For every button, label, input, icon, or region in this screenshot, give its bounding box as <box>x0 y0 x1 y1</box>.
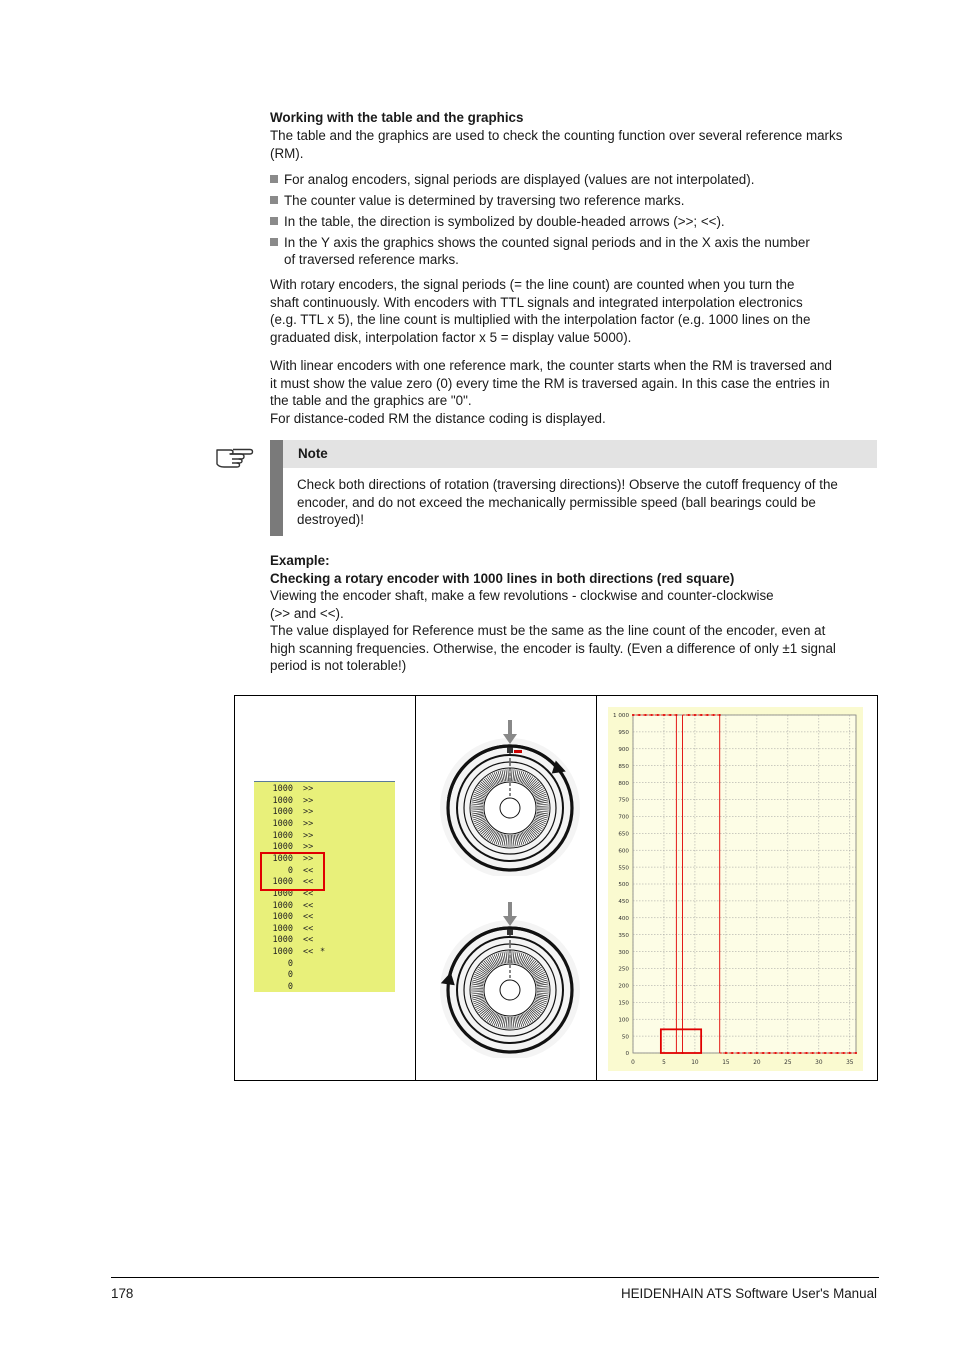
row-direction: << <box>303 923 314 934</box>
bullet-text: In the Y axis the graphics shows the counted signal periods and in the X axis the number <box>284 235 810 250</box>
table-row <box>254 947 395 959</box>
x-tick-label: 5 <box>662 1060 666 1066</box>
y-tick-label: 650 <box>618 831 629 838</box>
paragraph-line: For distance-coded RM the distance coding is displayed. <box>270 410 606 426</box>
data-point <box>762 1052 764 1054</box>
y-tick-label: 600 <box>618 848 629 855</box>
bullet-text: In the table, the direction is symbolized by double-headed arrows (>>; <<). <box>284 214 725 229</box>
y-tick-label: 250 <box>618 966 629 973</box>
x-tick-label: 15 <box>722 1060 730 1066</box>
bullet-item <box>270 214 880 231</box>
data-point <box>663 714 665 716</box>
row-value: 1000 <box>272 888 293 899</box>
x-tick-label: 35 <box>846 1060 854 1066</box>
x-tick-label: 20 <box>753 1060 761 1066</box>
figure-divider <box>596 696 597 1080</box>
table-row <box>254 796 395 808</box>
row-direction: << <box>303 912 314 923</box>
y-tick-label: 300 <box>618 949 629 956</box>
row-value: 1000 <box>272 923 293 934</box>
y-tick-label: 450 <box>618 899 629 906</box>
data-point <box>706 714 708 716</box>
paragraph-line: With rotary encoders, the signal periods (= the line count) are counted when you turn the <box>270 277 795 292</box>
data-point <box>793 1052 795 1054</box>
paragraph-line: it must show the value zero (0) every time the RM is traversed again. In this case the entries in <box>270 375 830 391</box>
table-row <box>254 819 395 831</box>
y-tick-label: 800 <box>618 780 629 787</box>
row-direction: << <box>303 865 314 876</box>
data-point <box>644 714 646 716</box>
row-value: 0 <box>287 958 293 969</box>
data-point <box>744 1052 746 1054</box>
figure-panel <box>234 695 878 1081</box>
x-tick-label: 10 <box>691 1060 699 1066</box>
row-direction: << <box>303 877 314 888</box>
example-line: Viewing the encoder shaft, make a few revolutions - clockwise and counter-clockwise <box>270 588 774 603</box>
highlight-red-square <box>260 852 325 891</box>
row-value: 0 <box>287 865 293 876</box>
table-row <box>254 924 395 936</box>
encoder-disk-counterclockwise <box>435 898 585 1058</box>
data-point <box>725 1052 727 1054</box>
data-point <box>675 714 677 716</box>
y-tick-label: 850 <box>618 763 629 770</box>
y-tick-label: 50 <box>621 1034 629 1041</box>
example-title: Checking a rotary encoder with 1000 lines in both directions (red square) <box>270 570 735 586</box>
row-value: 1000 <box>272 947 293 958</box>
paragraph-line: (e.g. TTL x 5), the line count is multiplied with the interpolation factor (e.g. 1000 lines on the <box>270 312 811 327</box>
data-point <box>818 1052 820 1054</box>
figure-divider <box>415 696 416 1080</box>
example-label: Example: <box>270 553 330 568</box>
square-bullet-icon <box>270 196 278 204</box>
data-point <box>632 714 634 716</box>
row-value: 1000 <box>272 830 293 841</box>
pointing-hand-icon <box>214 440 254 470</box>
table-row <box>254 970 395 982</box>
bullet-text-continuation: of traversed reference marks. <box>284 251 459 267</box>
row-value: 1000 <box>272 784 293 794</box>
y-tick-label: 700 <box>618 814 629 821</box>
paragraph-linear <box>270 357 885 427</box>
note-title: Note <box>298 446 328 461</box>
y-tick-label: 950 <box>618 730 629 737</box>
footer-rule <box>111 1277 879 1278</box>
row-direction: >> <box>303 784 314 794</box>
reference-chart <box>608 707 863 1071</box>
data-point <box>700 714 702 716</box>
bullet-item <box>270 235 880 268</box>
note-header <box>283 440 877 468</box>
data-point <box>830 1052 832 1054</box>
row-value: 1000 <box>272 818 293 829</box>
paragraph-line: shaft continuously. With encoders with TTL signals and integrated interpolation electronics <box>270 294 803 310</box>
table-row <box>254 807 395 819</box>
row-direction: >> <box>303 818 314 829</box>
x-tick-label: 25 <box>784 1060 792 1066</box>
y-tick-label: 400 <box>618 916 629 922</box>
example-line: The value displayed for Reference must be the same as the line count of the encoder, even at <box>270 623 826 638</box>
row-value: 1000 <box>272 912 293 923</box>
data-point <box>688 714 690 716</box>
table-row <box>254 959 395 971</box>
data-point <box>719 714 721 716</box>
row-value: 1000 <box>272 853 293 864</box>
note-body <box>297 476 887 529</box>
y-tick-label: 0 <box>625 1051 629 1058</box>
data-point <box>638 714 640 716</box>
y-tick-label: 200 <box>618 983 629 990</box>
y-tick-label: 750 <box>618 797 629 804</box>
note-sidebar <box>270 440 283 536</box>
data-point <box>855 1052 857 1054</box>
row-direction: << <box>303 947 314 958</box>
table-row <box>254 784 395 796</box>
square-bullet-icon <box>270 238 278 246</box>
square-bullet-icon <box>270 175 278 183</box>
data-point <box>781 1052 783 1054</box>
row-value: 1000 <box>272 900 293 911</box>
row-value: 0 <box>287 970 293 981</box>
y-tick-label: 1 000 <box>612 713 629 720</box>
intro-text <box>270 127 885 162</box>
bullet-text: The counter value is determined by traversing two reference marks. <box>284 193 685 208</box>
section-heading: Working with the table and the graphics <box>270 110 524 125</box>
data-point <box>849 1052 851 1054</box>
y-tick-label: 150 <box>618 1000 629 1007</box>
data-point <box>799 1052 801 1054</box>
row-direction: << <box>303 935 314 946</box>
table-row <box>254 901 395 913</box>
paragraph-line: graduated disk, interpolation factor x 5 = display value 5000). <box>270 329 632 345</box>
data-point <box>806 1052 808 1054</box>
data-point <box>812 1052 814 1054</box>
square-bullet-icon <box>270 217 278 225</box>
paragraph-line: the table and the graphics are "0". <box>270 393 472 408</box>
data-point <box>824 1052 826 1054</box>
y-tick-label: 900 <box>618 747 629 753</box>
row-direction: << <box>303 900 314 911</box>
row-direction: >> <box>303 807 314 818</box>
table-row <box>254 912 395 924</box>
data-point <box>694 714 696 716</box>
note-line: encoder, and do not exceed the mechanically permissible speed (ball bearings could be <box>297 494 816 510</box>
paragraph-line: With linear encoders with one reference mark, the counter starts when the RM is traversed and <box>270 358 832 373</box>
table-row <box>254 831 395 843</box>
row-marker: * <box>320 947 326 958</box>
data-point <box>775 1052 777 1054</box>
manual-title: HEIDENHAIN ATS Software User's Manual <box>620 1286 877 1301</box>
row-direction: << <box>303 888 314 899</box>
row-value: 1000 <box>272 877 293 888</box>
data-point <box>787 1052 789 1054</box>
example-line: period is not tolerable!) <box>270 658 407 673</box>
row-direction: >> <box>303 853 314 864</box>
data-point <box>651 714 653 716</box>
bullet-item <box>270 172 880 189</box>
data-point <box>669 714 671 716</box>
y-tick-label: 100 <box>618 1017 629 1024</box>
x-tick-label: 0 <box>631 1060 635 1066</box>
row-value: 1000 <box>272 795 293 806</box>
note-line: destroyed)! <box>297 512 364 527</box>
row-value: 1000 <box>272 842 293 853</box>
data-point <box>756 1052 758 1054</box>
y-tick-label: 350 <box>618 932 629 939</box>
table-row <box>254 935 395 947</box>
data-point <box>713 714 715 716</box>
row-value: 1000 <box>272 935 293 946</box>
row-direction: >> <box>303 795 314 806</box>
data-point <box>843 1052 845 1054</box>
row-direction: >> <box>303 842 314 853</box>
paragraph-rotary <box>270 276 885 346</box>
data-point <box>768 1052 770 1054</box>
x-tick-label: 30 <box>815 1060 823 1066</box>
intro-line: (RM). <box>270 145 304 161</box>
intro-line: The table and the graphics are used to check the counting function over several reference marks <box>270 128 843 143</box>
example-line: (>> and <<). <box>270 605 344 621</box>
example-block <box>270 552 885 675</box>
table-row <box>254 982 395 994</box>
row-direction: >> <box>303 830 314 841</box>
y-tick-label: 550 <box>618 865 629 872</box>
data-point <box>731 1052 733 1054</box>
data-point <box>737 1052 739 1054</box>
note-line: Check both directions of rotation (traversing directions)! Observe the cutoff frequency of the <box>297 477 838 492</box>
row-value: 0 <box>287 982 293 993</box>
data-point <box>750 1052 752 1054</box>
bullet-text: For analog encoders, signal periods are displayed (values are not interpolated). <box>284 172 755 187</box>
row-value: 1000 <box>272 807 293 818</box>
data-point <box>657 714 659 716</box>
bullet-item <box>270 193 880 210</box>
example-line: high scanning frequencies. Otherwise, the encoder is faulty. (Even a difference of only ±1 signal <box>270 640 836 656</box>
y-tick-label: 500 <box>618 882 629 889</box>
data-point <box>837 1052 839 1054</box>
encoder-disk-clockwise <box>435 716 585 876</box>
page-number: 178 <box>111 1286 134 1301</box>
